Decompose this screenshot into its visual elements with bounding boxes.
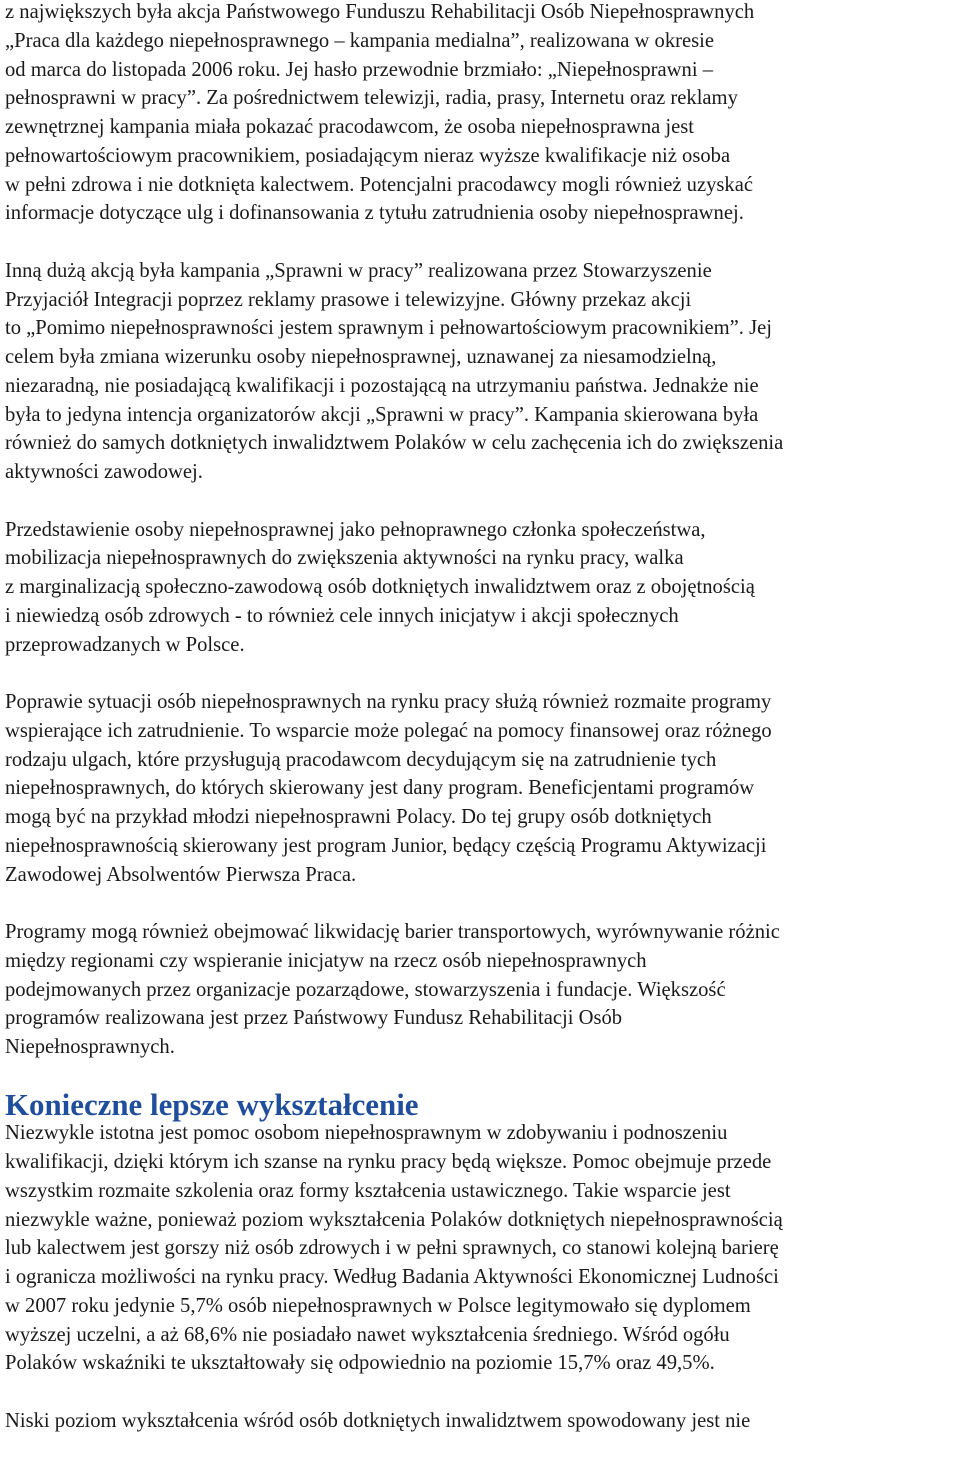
paragraph-education: Niezwykle istotna jest pomoc osobom niepełnosprawnym w zdobywaniu i podnoszeniu kwalifikacji, dzięki którym ich szanse na rynku pracy będą większe. Pomoc obejmuje przede wszystkim rozmaite szkolenia oraz formy kształcenia ustawicznego. Takie wsparcie jest niezwykle ważne, ponieważ poziom wykształcenia Polaków dotkniętych niepełnosprawnością lub kalectwem jest gorszy niż osób zdrowych i w pełni sprawnych, co stanowi kolejną barierę i ogranicza możliwości na rynku pracy. Według Badania Aktywności Ekonomicznej Ludności w 2007 roku jedynie 5,7% osób niepełnosprawnych w Polsce legitymowało się dyplomem wyższej uczelni, a aż 68,6% nie posiadało nawet wykształcenia średniego. Wśród ogółu Polaków wskaźniki te ukształtowały się odpowiednio na poziomie 15,7% oraz 49,5%. xyxy=(5,1122,783,1375)
paragraph-support-programs: Poprawie sytuacji osób niepełnosprawnych na rynku pracy służą również rozmaite programy wspierające ich zatrudnienie. To wsparcie może polegać na pomocy finansowej oraz różnego rodzaju ulgach, które przysługują pracodawcom decydującym się na zatrudnienie tych niepełnosprawnych, do których skierowany jest dany program. Beneficjentami programów mogą być na przykład młodzi niepełnosprawni Polacy. Do tej grupy osób dotkniętych niepełnosprawnością skierowany jest program Junior, będący częścią Programu Aktywizacji Zawodowej Absolwentów Pierwsza Praca. xyxy=(5,691,772,886)
paragraph-truncated-last-line: Niski poziom wykształcenia wśród osób dotkniętych inwalidztwem spowodowany jest nie xyxy=(5,1409,751,1432)
section-heading: Konieczne lepsze wykształcenie xyxy=(5,1086,419,1122)
paragraph-social-goals: Przedstawienie osoby niepełnosprawnej jako pełnoprawnego członka społeczeństwa, mobilizacja niepełnosprawnych do zwiększenia aktywności na rynku pracy, walka z marginalizacją społeczno-zawodową osób dotkniętych inwalidztwem oraz z obojętnością i niewiedzą osób zdrowych - to również cele innych inicjatyw i akcji społecznych przeprowadzanych w Polsce. xyxy=(5,518,755,656)
paragraph-sprawni-w-pracy: Inną dużą akcją była kampania „Sprawni w pracy” realizowana przez Stowarzyszenie Przyjaciół Integracji poprzez reklamy prasowe i telewizyjne. Główny przekaz akcji to „Pomimo niepełnosprawności jestem sprawnym i pełnowartościowym pracownikiem”. Jej celem była zmiana wizerunku osoby niepełnosprawnej, uznawanej za niesamodzielną, niezaradną, nie posiadającą kwalifikacji i pozostającą na utrzymaniu państwa. Jednakże nie była to jedyna intencja organizatorów akcji „Sprawni w pracy”. Kampania skierowana była również do samych dotkniętych inwalidztwem Polaków w celu zachęcenia ich do zwiększenia aktywności zawodowej. xyxy=(5,259,784,483)
paragraph-transport-barriers: Programy mogą również obejmować likwidację barier transportowych, wyrównywanie różnic między regionami czy wspieranie inicjatyw na rzecz osób niepełnosprawnych podejmowanych przez organizacje pozarządowe, stowarzyszenia i fundacje. Większość programów realizowana jest przez Państwowy Fundusz Rehabilitacji Osób Niepełnosprawnych. xyxy=(5,921,780,1058)
document-page xyxy=(5,0,957,1464)
paragraph-pfron-campaign: z największych była akcja Państwowego Funduszu Rehabilitacji Osób Niepełnosprawnych „Praca dla każdego niepełnosprawnego – kampania medialna”, realizowana w okresie od marca do listopada 2006 roku. Jej hasło przewodnie brzmiało: „Niepełnosprawni – pełnosprawni w pracy”. Za pośrednictwem telewizji, radia, prasy, Internetu oraz reklamy zewnętrznej kampania miała pokazać pracodawcom, że osoba niepełnosprawna jest pełnowartościowym pracownikiem, posiadającym nieraz wyższe kwalifikacje niż osoba w pełni zdrowa i nie dotknięta kalectwem. Potencjalni pracodawcy mogli również uzyskać informacje dotyczące ulg i dofinansowania z tytułu zatrudnienia osoby niepełnosprawnej. xyxy=(5,1,755,225)
